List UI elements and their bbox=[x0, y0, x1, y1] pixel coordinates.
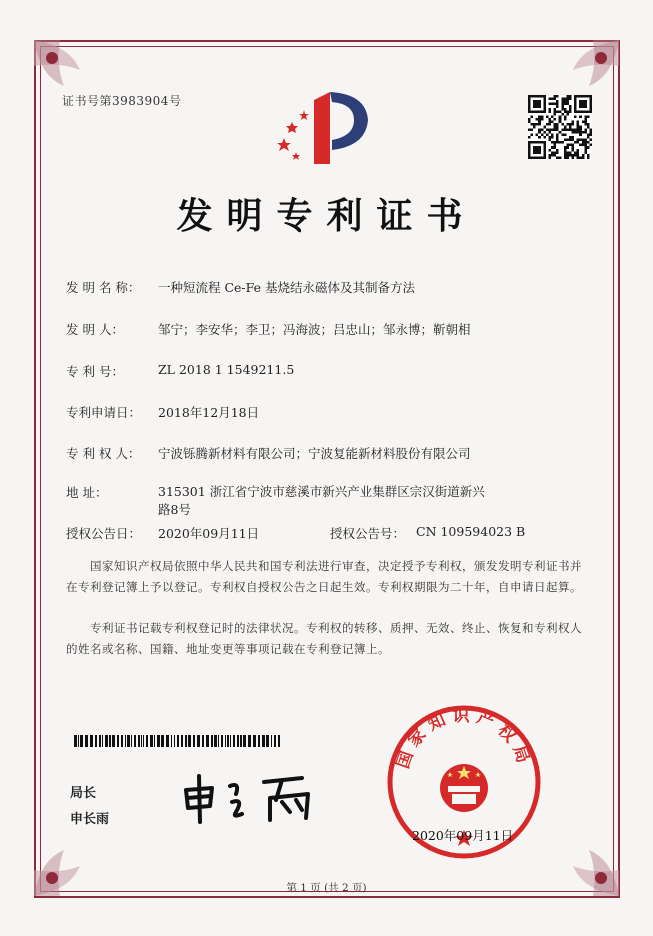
invention-name-label: 发 明 名 称： bbox=[66, 280, 141, 295]
cnipa-logo-icon bbox=[270, 88, 380, 168]
director-title: 局长 bbox=[70, 786, 97, 801]
grant-date-label: 授权公告日： bbox=[66, 526, 142, 541]
field-grant-number bbox=[330, 524, 525, 542]
field-invention-name bbox=[66, 278, 415, 296]
field-inventors bbox=[66, 320, 471, 338]
address-label: 地 址： bbox=[66, 485, 108, 500]
patentee-label: 专 利 权 人： bbox=[66, 446, 141, 461]
svg-text:国家知识产权局 bbox=[393, 706, 535, 771]
barcode-icon bbox=[74, 732, 280, 744]
page-title: 发明专利证书 bbox=[176, 195, 477, 237]
corner-ornament-icon bbox=[30, 36, 116, 122]
grant-number-value: CN 109594023 B bbox=[416, 524, 526, 539]
invention-name-value: 一种短流程 Ce-Fe 基烧结永磁体及其制备方法 bbox=[158, 280, 416, 295]
seal-date: 2020年09月11日 bbox=[412, 828, 514, 843]
field-patent-number bbox=[66, 362, 294, 380]
director-signature-icon bbox=[178, 768, 338, 828]
field-filing-date bbox=[66, 403, 259, 421]
field-grant-date bbox=[66, 524, 259, 542]
inventors-label: 发 明 人： bbox=[66, 322, 124, 337]
legal-paragraph-1: 国家知识产权局依照中华人民共和国专利法进行审查，决定授予专利权，颁发发明专利证书并在专利登记簿上予以登记。专利权自授权公告之日起生效。专利权期限为二十年，自申请日起算。 bbox=[66, 559, 582, 594]
page-footer: 第 1 页 (共 2 页) bbox=[286, 882, 367, 894]
legal-paragraph-2: 专利证书记载专利权登记时的法律状况。专利权的转移、质押、无效、终止、恢复和专利权人的姓名或名称、国籍、地址变更等事项记载在专利登记簿上。 bbox=[66, 621, 582, 656]
filing-date-value: 2018年12月18日 bbox=[158, 405, 260, 420]
patent-number-value: ZL 2018 1 1549211.5 bbox=[158, 362, 295, 377]
grant-date-value: 2020年09月11日 bbox=[158, 526, 260, 541]
director-name: 申长雨 bbox=[70, 812, 110, 827]
certificate-number: 证书号第3983904号 bbox=[62, 94, 182, 108]
seal-text: 国家知识产权局 bbox=[393, 706, 535, 772]
field-address bbox=[66, 483, 488, 519]
filing-date-label: 专利申请日： bbox=[66, 405, 142, 420]
patentee-value: 宁波铄腾新材料有限公司；宁波复能新材料股份有限公司 bbox=[158, 446, 471, 461]
patent-number-label: 专 利 号： bbox=[66, 364, 124, 379]
qr-code-icon bbox=[528, 95, 592, 159]
address-value: 315301 浙江省宁波市慈溪市新兴产业集群区宗汉街道新兴路8号 bbox=[158, 484, 485, 517]
grant-number-label: 授权公告号： bbox=[330, 526, 406, 541]
inventors-value: 邹宁；李安华；李卫；冯海波；吕忠山；邹永博；靳朝相 bbox=[158, 322, 471, 337]
field-patentee bbox=[66, 444, 471, 462]
